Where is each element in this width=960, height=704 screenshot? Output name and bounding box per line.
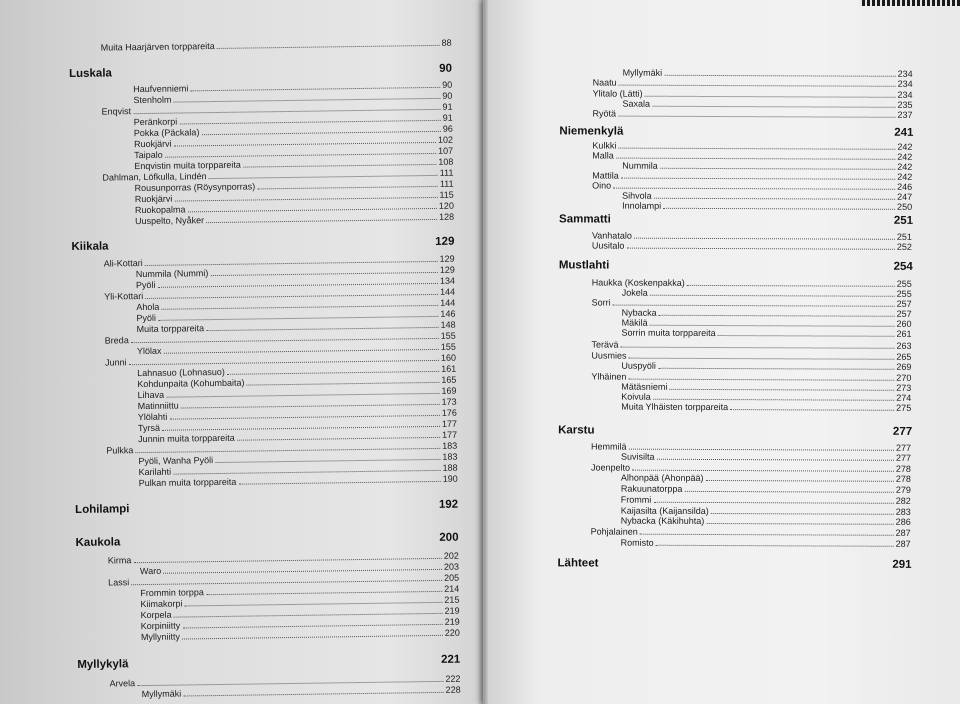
entry-title: Kiimakorpi: [140, 598, 183, 610]
section-page-number: 254: [893, 260, 913, 273]
entry-title: Mattila: [592, 170, 619, 181]
toc-section-heading: [559, 259, 913, 273]
entry-title: Ylölahti: [137, 411, 168, 423]
entry-title: Junni: [105, 357, 127, 368]
section-title: Luskala: [68, 67, 112, 81]
entry-page-number: 279: [895, 484, 911, 495]
section-page-number: 129: [435, 235, 455, 248]
entry-page-number: 251: [896, 231, 912, 242]
section-page-number: 277: [892, 425, 913, 438]
entry-page-number: 155: [440, 341, 456, 352]
entry-page-number: 165: [441, 374, 457, 385]
entry-title: Korpiniitty: [140, 620, 181, 632]
dot-leader: [684, 491, 893, 493]
dot-leader: [616, 158, 895, 160]
section-title: Lohilampi: [75, 503, 130, 517]
entry-page-number: 202: [443, 550, 459, 561]
entry-title: Myllyniitty: [140, 631, 180, 643]
entry-title: Koivula: [621, 391, 651, 402]
section-title: Karstu: [558, 424, 595, 437]
dot-leader: [629, 449, 894, 451]
entry-page-number: 115: [439, 189, 454, 200]
entry-page-number: 108: [438, 156, 454, 167]
entry-title: Matinniittu: [137, 400, 179, 412]
entry-title: Nummila: [622, 160, 658, 171]
entry-page-number: 134: [439, 275, 456, 286]
entry-page-number: 177: [441, 418, 458, 429]
entry-title: Jokela: [621, 287, 648, 298]
entry-page-number: 275: [896, 402, 912, 413]
entry-page-number: 277: [895, 452, 912, 463]
entry-title: Ruokopalma: [134, 204, 186, 216]
entry-title: Rakuunatorppa: [620, 483, 683, 494]
entry-title: Muita Haarjärven torppareita: [100, 41, 215, 53]
entry-title: Mätäsniemi: [621, 381, 668, 392]
toc-section-heading: [77, 654, 460, 671]
entry-title: Junnin muita torppareita: [138, 432, 235, 445]
entry-page-number: 188: [442, 462, 458, 473]
entry-title: Hemmilä: [591, 441, 627, 452]
entry-title: Arvela: [109, 678, 136, 689]
entry-page-number: 234: [897, 78, 913, 89]
entry-title: Ruokjärvi: [134, 193, 173, 205]
entry-page-number: 257: [896, 308, 912, 319]
dot-leader: [618, 148, 895, 150]
dot-leader: [687, 285, 895, 287]
entry-title: Muita torppareita: [136, 323, 205, 335]
dot-leader: [206, 219, 437, 223]
entry-page-number: 235: [897, 99, 913, 110]
entry-title: Ylitalo (Lätti): [592, 88, 643, 99]
entry-title: Pyöli, Wanha Pyöli: [138, 455, 214, 467]
dot-leader: [640, 534, 894, 536]
entry-page-number: 220: [444, 627, 460, 638]
dot-leader: [628, 379, 894, 381]
entry-title: Karilahti: [138, 466, 172, 478]
entry-title: Taipalo: [134, 149, 163, 161]
entry-page-number: 247: [897, 191, 913, 202]
entry-title: Mäkilä: [621, 317, 648, 328]
entry-title: Pulkan muita torppareita: [138, 476, 237, 489]
dot-leader: [238, 481, 440, 485]
entry-title: Lihava: [137, 389, 165, 401]
entry-page-number: 214: [444, 583, 460, 594]
dot-leader: [613, 188, 895, 190]
section-page-number: 291: [892, 558, 912, 571]
entry-title: Kohdunpaita (Kohumbaita): [137, 377, 245, 390]
dot-leader: [669, 389, 894, 391]
background-edge: [860, 0, 960, 6]
entry-page-number: 111: [439, 167, 454, 178]
dot-leader: [227, 371, 439, 375]
entry-title: Malla: [592, 150, 614, 161]
section-page-number: 221: [440, 653, 461, 666]
right-toc-column: [483, 0, 960, 704]
toc-entry: [101, 38, 452, 54]
book-gutter: [478, 0, 488, 704]
entry-page-number: 160: [440, 352, 457, 363]
entry-title: Haukka (Koskenpakka): [591, 277, 685, 288]
entry-page-number: 183: [442, 451, 458, 462]
dot-leader: [663, 208, 895, 210]
toc-section-heading: [558, 557, 912, 571]
entry-title: Ali-Kottari: [103, 258, 143, 269]
dot-leader: [257, 186, 438, 190]
toc-section-heading: [558, 424, 912, 438]
entry-title: Innolampi: [622, 200, 662, 211]
section-page-number: 90: [439, 62, 453, 75]
dot-leader: [634, 238, 895, 240]
entry-page-number: 219: [444, 616, 460, 627]
dot-leader: [621, 178, 895, 180]
entry-page-number: 261: [896, 328, 912, 339]
toc-entry: [622, 328, 912, 340]
entry-page-number: 88: [441, 37, 452, 48]
entry-page-number: 263: [896, 340, 912, 351]
entry-title: Ryötä: [592, 108, 617, 119]
section-title: Mustlahti: [558, 259, 610, 272]
entry-page-number: 252: [896, 241, 912, 252]
entry-page-number: 96: [442, 123, 453, 134]
entry-page-number: 237: [897, 109, 913, 120]
entry-page-number: 242: [897, 161, 913, 172]
section-title: Niemenkylä: [559, 125, 624, 138]
toc-section-heading: [76, 532, 459, 549]
section-title: Lähteet: [557, 557, 599, 570]
toc-entry: [592, 240, 912, 252]
entry-page-number: 282: [895, 495, 911, 506]
entry-page-number: 278: [895, 473, 911, 484]
entry-page-number: 242: [897, 171, 913, 182]
entry-page-number: 255: [896, 278, 912, 289]
entry-title: Lassi: [108, 577, 130, 588]
toc-section-heading: [75, 499, 458, 516]
dot-leader: [658, 368, 894, 370]
entry-title: Frommin torppa: [140, 587, 204, 599]
entry-page-number: 269: [896, 361, 912, 372]
dot-leader: [653, 502, 893, 504]
entry-page-number: 177: [442, 429, 458, 440]
entry-title: Haufvenniemi: [133, 83, 189, 95]
entry-title: Myllymäki: [141, 688, 182, 700]
entry-title: Breda: [104, 335, 129, 346]
entry-page-number: 274: [896, 392, 912, 403]
entry-page-number: 250: [897, 201, 913, 212]
entry-page-number: 183: [442, 440, 458, 451]
entry-title: Pokka (Päckala): [133, 127, 200, 139]
entry-title: Uuspelto, Nyåker: [135, 215, 205, 227]
entry-page-number: 277: [895, 442, 912, 453]
entry-page-number: 265: [896, 351, 912, 362]
entry-title: Dahlman, Löfkulla, Lindén: [102, 171, 207, 183]
entry-page-number: 120: [438, 200, 454, 211]
entry-title: Peränkorpi: [133, 116, 178, 128]
entry-title: Korpela: [140, 609, 172, 621]
section-title: Myllykylä: [77, 658, 129, 671]
entry-title: Vanhatalo: [591, 230, 632, 241]
entry-title: Waro: [139, 565, 162, 577]
entry-title: Rousunporras (Röysynporras): [134, 181, 256, 194]
entry-page-number: 169: [441, 385, 457, 396]
dot-leader: [182, 635, 443, 640]
entry-title: Oino: [592, 180, 612, 191]
dot-leader: [705, 480, 893, 482]
entry-title: Sorri: [591, 297, 611, 308]
entry-page-number: 146: [440, 308, 456, 319]
entry-page-number: 215: [444, 594, 460, 605]
entry-page-number: 176: [441, 407, 457, 418]
entry-title: Muita Ylhäisten torppareita: [621, 401, 729, 413]
entry-page-number: 283: [895, 506, 911, 517]
entry-page-number: 260: [896, 318, 912, 329]
entry-title: Lahnasuo (Lohnasuo): [137, 366, 225, 379]
entry-title: Ylhäinen: [591, 371, 627, 382]
dot-leader: [618, 116, 895, 118]
entry-page-number: 255: [896, 288, 912, 299]
dot-leader: [711, 513, 894, 515]
entry-title: Kulkki: [592, 140, 617, 151]
toc-section-heading: [559, 213, 913, 227]
toc-section-heading: [69, 63, 452, 80]
dot-leader: [632, 470, 894, 472]
dot-leader: [650, 325, 895, 327]
entry-page-number: 222: [445, 673, 461, 684]
entry-title: Terävä: [591, 339, 619, 350]
entry-title: Enqvist: [101, 106, 132, 117]
dot-leader: [654, 198, 895, 200]
entry-page-number: 129: [439, 264, 455, 275]
entry-page-number: 91: [442, 112, 453, 123]
dot-leader: [243, 164, 436, 168]
dot-leader: [706, 523, 893, 525]
dot-leader: [650, 295, 895, 297]
entry-title: Ruokjärvi: [133, 138, 172, 150]
entry-page-number: 155: [440, 330, 456, 341]
dot-leader: [613, 305, 895, 307]
entry-title: Myllymäki: [622, 67, 663, 78]
entry-page-number: 242: [897, 151, 913, 162]
entry-page-number: 90: [442, 79, 453, 90]
entry-page-number: 90: [442, 90, 453, 101]
entry-page-number: 173: [441, 396, 457, 407]
dot-leader: [653, 399, 894, 401]
dot-leader: [246, 382, 439, 386]
toc-entry: [592, 108, 912, 120]
section-title: Kaukola: [75, 536, 121, 549]
toc-section-heading: [559, 125, 913, 139]
entry-title: Nybacka (Käkihuhta): [620, 515, 705, 526]
section-title: Sammatti: [559, 213, 611, 226]
entry-title: Yli-Kottari: [104, 291, 144, 302]
dot-leader: [718, 335, 895, 337]
entry-title: Romisto: [620, 537, 654, 548]
toc-entry: [621, 538, 911, 550]
entry-title: Saxala: [622, 98, 651, 109]
entry-title: Frommi: [620, 494, 652, 505]
dot-leader: [657, 459, 894, 461]
toc-entry: [621, 402, 911, 414]
entry-page-number: 128: [438, 211, 455, 222]
entry-title: Joenpelto: [590, 462, 631, 473]
entry-title: Tyrsä: [137, 422, 161, 434]
entry-page-number: 129: [439, 253, 455, 264]
dot-leader: [730, 409, 894, 411]
entry-page-number: 107: [438, 145, 454, 156]
entry-page-number: 234: [897, 89, 913, 100]
dot-leader: [237, 437, 440, 441]
entry-page-number: 270: [896, 372, 912, 383]
entry-page-number: 242: [897, 141, 913, 152]
entry-page-number: 287: [895, 527, 911, 538]
section-title: Kiikala: [71, 240, 109, 254]
entry-title: Uusmies: [591, 350, 627, 361]
dot-leader: [659, 315, 895, 317]
entry-title: Sorrin muita torppareita: [621, 327, 716, 339]
entry-page-number: 102: [437, 134, 454, 145]
entry-title: Nybacka: [621, 307, 657, 318]
dot-leader: [217, 45, 440, 49]
entry-page-number: 246: [897, 181, 913, 192]
entry-page-number: 148: [440, 319, 456, 330]
dot-leader: [626, 248, 894, 250]
entry-title: Ylölax: [136, 345, 162, 357]
entry-page-number: 228: [445, 684, 461, 695]
entry-title: Sihvola: [622, 190, 652, 201]
entry-page-number: 205: [444, 572, 460, 583]
entry-title: Uuspyöli: [621, 360, 656, 371]
entry-title: Pyöli: [135, 279, 156, 291]
entry-page-number: 144: [440, 297, 456, 308]
dot-leader: [656, 545, 894, 547]
entry-page-number: 273: [896, 382, 912, 393]
entry-title: Kaijasilta (Kaijansilda): [620, 505, 709, 516]
dot-leader: [619, 85, 896, 87]
entry-title: Enqvistin muita torppareita: [134, 159, 241, 172]
dot-leader: [183, 692, 443, 697]
entry-page-number: 257: [896, 298, 912, 309]
entry-title: Pulkka: [106, 445, 134, 456]
entry-title: Pohjalainen: [590, 526, 638, 537]
section-page-number: 241: [894, 126, 914, 139]
entry-page-number: 278: [895, 463, 911, 474]
entry-page-number: 234: [897, 68, 913, 79]
toc-section-heading: [71, 236, 454, 253]
section-page-number: 192: [438, 498, 459, 511]
entry-page-number: 287: [895, 538, 911, 549]
entry-title: Uusitalo: [591, 240, 625, 251]
dot-leader: [621, 347, 895, 349]
entry-title: Suvisilta: [620, 451, 655, 462]
entry-page-number: 161: [441, 363, 457, 374]
dot-leader: [628, 358, 894, 360]
entry-page-number: 219: [444, 605, 460, 616]
dot-leader: [664, 75, 895, 77]
dot-leader: [660, 168, 895, 170]
entry-page-number: 144: [440, 286, 456, 297]
entry-page-number: 286: [895, 516, 911, 527]
entry-title: Naatu: [592, 77, 617, 88]
entry-page-number: 91: [442, 101, 453, 112]
dot-leader: [645, 96, 896, 98]
entry-title: Kirma: [107, 555, 132, 566]
entry-title: Stenholm: [133, 94, 172, 106]
right-page: [483, 0, 960, 704]
entry-title: Pyöli: [136, 312, 157, 324]
entry-page-number: 203: [443, 561, 460, 572]
entry-title: Ahola: [136, 301, 160, 313]
entry-page-number: 111: [439, 178, 454, 189]
toc-entry: [622, 201, 912, 213]
section-page-number: 251: [893, 214, 914, 227]
section-page-number: 200: [439, 531, 459, 544]
entry-title: Nummila (Nummi): [135, 268, 209, 280]
dot-leader: [652, 106, 895, 108]
entry-title: Alhonpää (Ahonpää): [620, 472, 704, 483]
entry-page-number: 190: [442, 473, 458, 484]
